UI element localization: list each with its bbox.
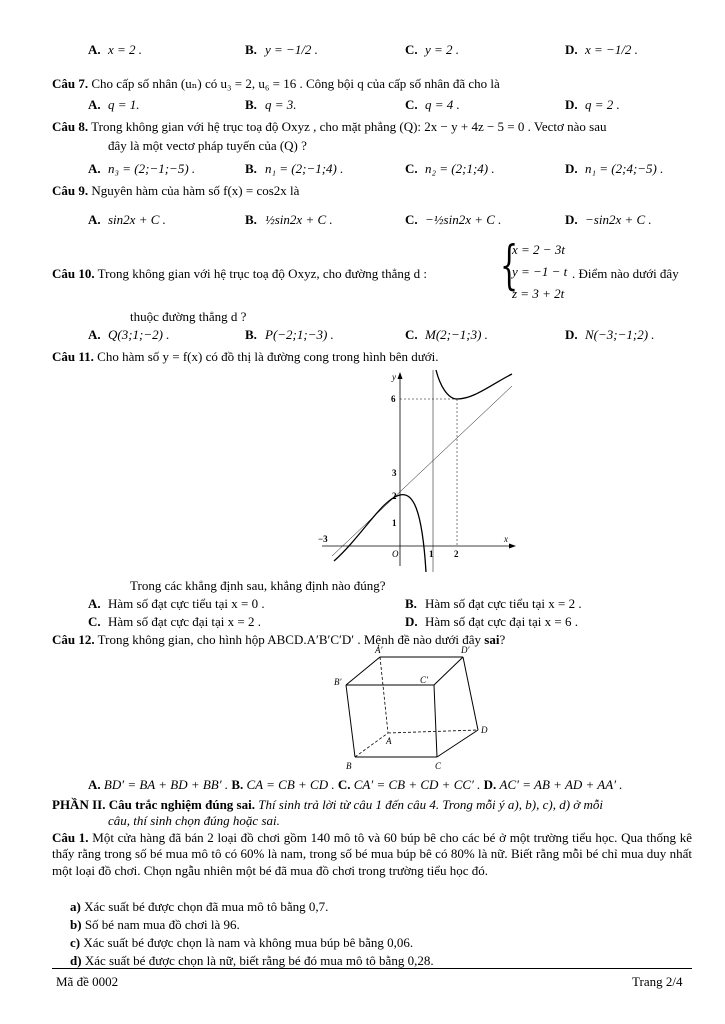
q11-d-key: D. [405, 614, 418, 629]
curve-left-branch [334, 495, 426, 572]
p1-item-d [70, 953, 434, 969]
vertex-a1: A′ [375, 645, 383, 655]
q8-option-a: n₃ = (2;−1;−5) . [108, 161, 196, 176]
part2-instructions-2: câu, thí sinh chọn đúng hoặc sai. [108, 813, 280, 828]
q12-d-key: D. [483, 777, 497, 792]
q10-sys-2: y = −1 − t [512, 264, 568, 279]
edge-b1-b [346, 685, 355, 757]
q9-d-key: D. [565, 212, 578, 227]
p1-label: Câu 1. [52, 830, 89, 845]
q12-option-a: BD′ = BA + BD + BB′ . [103, 777, 229, 792]
p1-item-c [70, 935, 413, 951]
q12-text: Trong không gian, cho hình hộp ABCD.A′B′C′D′ . Mệnh đề nào dưới đây [97, 632, 482, 647]
edge-a1-a [380, 657, 388, 733]
q10-b-key: B. [245, 327, 257, 342]
q7-a-key: A. [88, 97, 101, 112]
q12-a-key: A. [88, 777, 101, 792]
q8-text: Trong không gian với hệ trục toạ độ Oxyz , cho mặt phẳng (Q): 2x − y + 4z − 5 = 0 . Vectơ nào sau [91, 119, 607, 134]
p1-b-key: b) [70, 917, 82, 932]
tick-y1: 1 [392, 518, 397, 528]
q12-b-key: B. [231, 777, 244, 792]
footer-divider [52, 968, 692, 969]
q6-option-a: x = 2 . [108, 42, 143, 57]
q7-text: Cho cấp số nhân (uₙ) có u₃ = 2, u₆ = 16 . Công bội q của cấp số nhân đã cho là [91, 76, 500, 91]
q8-a-key: A. [88, 161, 101, 176]
q10-sys-3: z = 3 + 2t [512, 286, 565, 301]
p1-c-text: Xác suất bé được chọn là nam và không mua búp bê bằng 0,06. [83, 935, 414, 950]
footer-exam-code: Mã đề 0002 [56, 974, 119, 989]
vertex-c1: C′ [420, 675, 428, 685]
q6-option-a-key: A. [88, 42, 101, 57]
q11-c-key: C. [88, 614, 101, 629]
part2-question-1 [52, 830, 692, 879]
q11-option-c: Hàm số đạt cực đại tại x = 2 . [108, 614, 262, 629]
footer-page-number: Trang 2/4 [632, 974, 683, 989]
edge-a-d [388, 730, 478, 733]
p1-a-key: a) [70, 899, 81, 914]
vertex-b: B [346, 761, 352, 771]
q12-label: Câu 12. [52, 632, 95, 647]
q10-option-c: M(2;−1;3) . [425, 327, 488, 342]
q7-d-key: D. [565, 97, 578, 112]
q11-a-key: A. [88, 596, 101, 611]
q6-option-d: x = −1/2 . [585, 42, 638, 57]
q10-option-d: N(−3;−1;2) . [585, 327, 655, 342]
q7-option-d: q = 2 . [585, 97, 620, 112]
edge-c-d [437, 730, 478, 757]
q10-a-key: A. [88, 327, 101, 342]
q10-option-b: P(−2;1;−3) . [265, 327, 334, 342]
vertex-d1: D′ [461, 645, 470, 655]
q11-option-b: Hàm số đạt cực tiểu tại x = 2 . [425, 596, 582, 611]
part2-instructions: Thí sinh trả lời từ câu 1 đến câu 4. Trong mỗi ý a), b), c), d) ở mỗi [258, 797, 603, 812]
q12-c-key: C. [337, 777, 351, 792]
tick-y6: 6 [391, 394, 396, 404]
edge-a1-b1 [346, 657, 380, 685]
q9-c-key: C. [405, 212, 418, 227]
question-10 [52, 266, 427, 282]
y-axis-label: y [392, 372, 396, 382]
y-axis-arrow [398, 372, 403, 379]
q7-c-key: C. [405, 97, 418, 112]
q11-label: Câu 11. [52, 349, 94, 364]
q9-option-a: sin2x + C . [108, 212, 166, 227]
p1-b-text: Số bé nam mua đồ chơi là 96. [84, 917, 240, 932]
curve-right-branch [436, 370, 512, 399]
q9-label: Câu 9. [52, 183, 89, 198]
q8-c-key: C. [405, 161, 418, 176]
question-11 [52, 349, 439, 365]
q10-tail: . Điểm nào dưới đây [572, 266, 679, 281]
function-graph [312, 366, 517, 572]
tick-x1: 1 [429, 549, 434, 559]
p1-d-key: d) [70, 953, 82, 968]
q11-option-d: Hàm số đạt cực đại tại x = 6 . [425, 614, 579, 629]
q9-option-d: −sin2x + C . [585, 212, 652, 227]
q11-b-key: B. [405, 596, 417, 611]
p1-a-text: Xác suất bé được chọn đã mua mô tô bằng 0,7. [84, 899, 329, 914]
q9-a-key: A. [88, 212, 101, 227]
q7-option-b: q = 3. [265, 97, 297, 112]
vertex-c: C [435, 761, 442, 771]
q6-option-c-key: C. [405, 42, 418, 57]
part2-heading [52, 797, 603, 813]
q6-option-d-key: D. [565, 42, 578, 57]
q10-d-key: D. [565, 327, 578, 342]
origin-label: O [392, 549, 399, 559]
parallelepiped-figure [330, 645, 495, 773]
q8-option-d: n₁ = (2;4;−5) . [585, 161, 664, 176]
x-axis-arrow [509, 544, 516, 549]
q10-label: Câu 10. [52, 266, 95, 281]
q7-label: Câu 7. [52, 76, 89, 91]
tick-y3: 3 [392, 468, 397, 478]
q8-label: Câu 8. [52, 119, 89, 134]
edge-d1-d [463, 657, 478, 730]
question-7 [52, 76, 500, 92]
q12-option-b: CA = CB + CD . [246, 777, 335, 792]
q6-option-b-key: B. [245, 42, 257, 57]
q8-b-key: B. [245, 161, 257, 176]
part2-title: PHẦN II. Câu trắc nghiệm đúng sai. [52, 797, 255, 812]
q9-text: Nguyên hàm của hàm số f(x) = cos2x là [91, 183, 300, 198]
q8-text2: đây là một vectơ pháp tuyến của (Q) ? [108, 138, 307, 153]
q8-option-c: n₂ = (2;1;4) . [425, 161, 495, 176]
vertex-d: D [481, 725, 488, 735]
q10-c-key: C. [405, 327, 418, 342]
tick-y2: 2 [392, 491, 397, 501]
q10-option-a: Q(3;1;−2) . [108, 327, 170, 342]
tick-xm3: −3 [318, 534, 328, 544]
q9-option-b: ½sin2x + C . [265, 212, 333, 227]
tick-x2: 2 [454, 549, 459, 559]
q7-b-key: B. [245, 97, 257, 112]
q12-sai: sai [484, 632, 500, 647]
p1-text: Một cửa hàng đã bán 2 loại đồ chơi gồm 140 mô tô và 60 búp bê cho các bé ở một trường tiểu học. Qua thống kê thấy rằng trong số bé mua mô tô có 60% là nam, trong số bé mua búp bê có 80% là nữ. Biết rằng mỗi bé chỉ mua duy nhất một loại đồ chơi. Chọn ngẫu nhiên một bé đã mua đồ chơi trong trường tiểu học đó. [52, 830, 693, 878]
edge-c1-c [434, 685, 437, 757]
p1-item-a [70, 899, 328, 915]
q9-option-c: −½sin2x + C . [425, 212, 502, 227]
x-axis-label: x [504, 534, 508, 544]
question-9 [52, 183, 299, 199]
q7-option-c: q = 4 . [425, 97, 460, 112]
q12-option-d: AC′ = AB + AD + AA′ . [499, 777, 623, 792]
q12-option-c: CA′ = CB + CD + CC′ . [353, 777, 481, 792]
q12-options [88, 777, 623, 793]
q6-option-c: y = 2 . [425, 42, 460, 57]
q6-option-b: y = −1/2 . [265, 42, 318, 57]
vertex-b1: B′ [334, 677, 342, 687]
q8-d-key: D. [565, 161, 578, 176]
q11-text: Cho hàm số y = f(x) có đồ thị là đường cong trong hình bên dưới. [97, 349, 439, 364]
edge-d1-c1 [434, 657, 463, 685]
vertex-a: A [386, 736, 392, 746]
q12-qm: ? [499, 632, 506, 647]
q11-option-a: Hàm số đạt cực tiểu tại x = 0 . [108, 596, 265, 611]
q8-option-b: n₁ = (2;−1;4) . [265, 161, 344, 176]
p1-item-b [70, 917, 240, 933]
edge-b-a [355, 733, 388, 757]
q11-prompt: Trong các khẳng định sau, khẳng định nào đúng? [130, 578, 386, 593]
question-8 [52, 119, 606, 135]
system-brace: { [500, 236, 519, 296]
q10-sys-1: x = 2 − 3t [512, 242, 565, 257]
p1-c-key: c) [70, 935, 81, 950]
q10-text: Trong không gian với hệ trục toạ độ Oxyz, cho đường thẳng d : [97, 266, 428, 281]
q10-text2: thuộc đường thẳng d ? [130, 309, 247, 324]
q7-option-a: q = 1. [108, 97, 140, 112]
q9-b-key: B. [245, 212, 257, 227]
p1-d-text: Xác suất bé được chọn là nữ, biết rằng bé đó mua mô tô bằng 0,28. [84, 953, 434, 968]
